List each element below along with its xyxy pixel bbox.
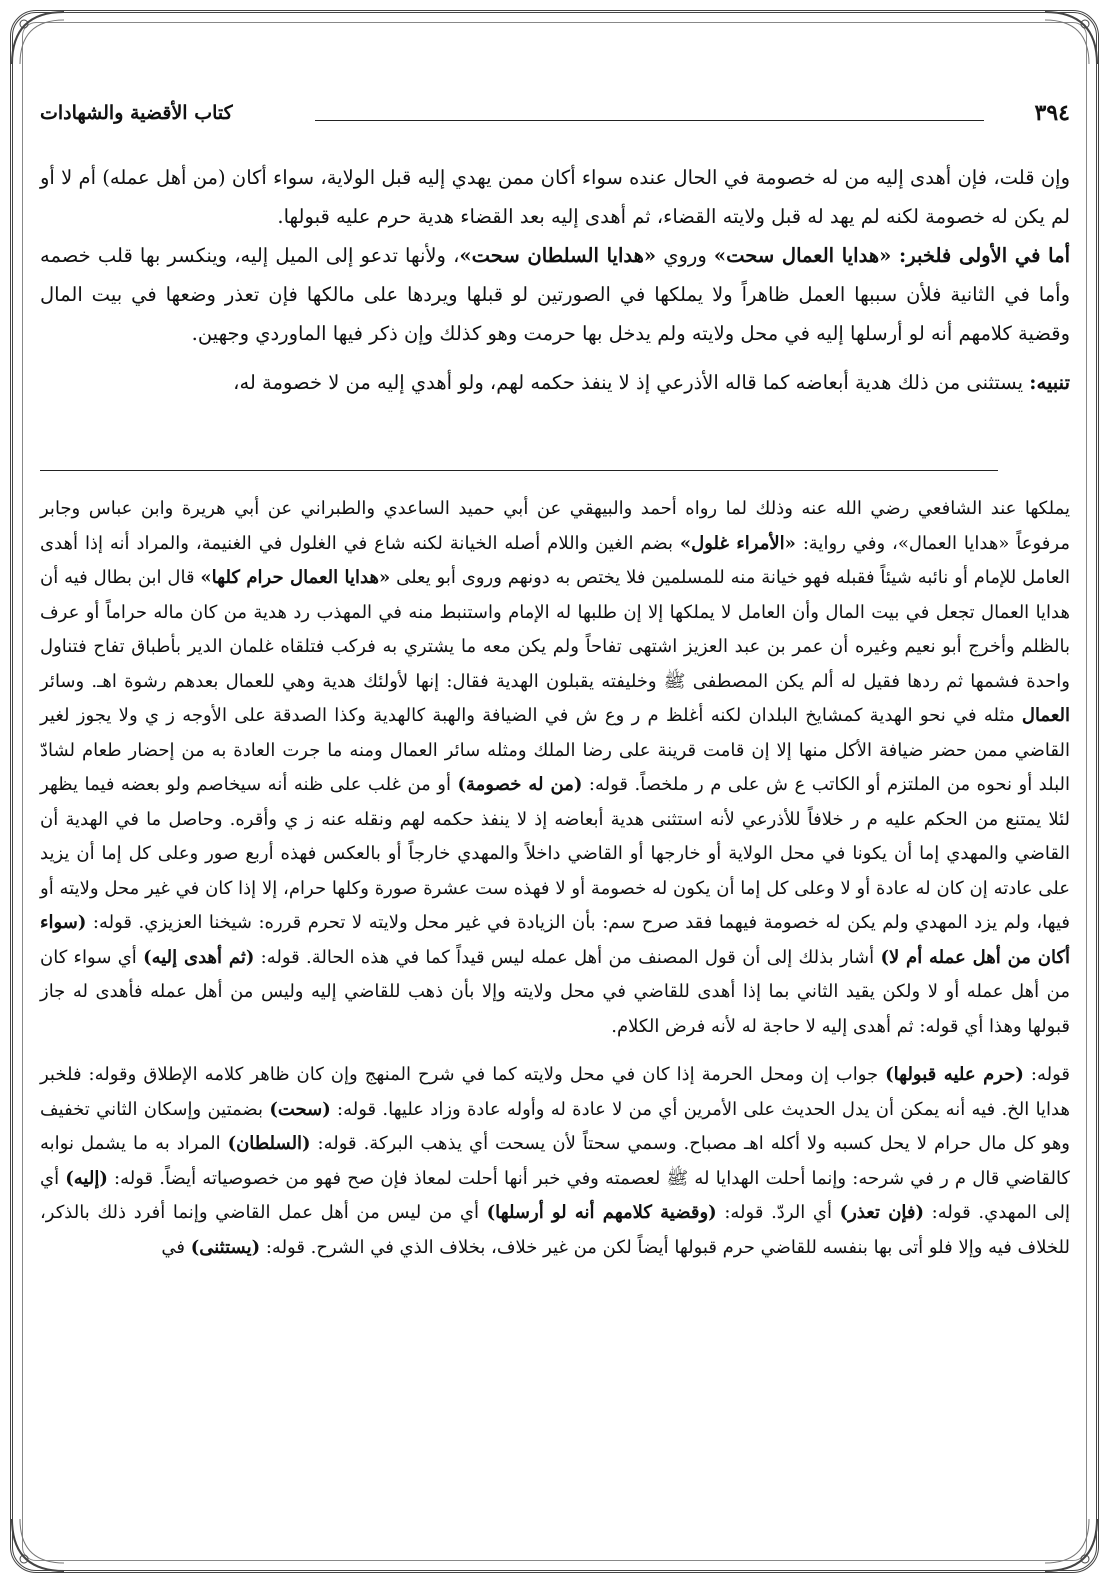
corner-ornament-icon — [4, 4, 74, 74]
corner-ornament-icon — [1035, 1509, 1105, 1579]
page-number: ٣٩٤ — [1034, 100, 1070, 126]
footnote-separator — [40, 470, 998, 471]
book-title: كتاب الأقضية والشهادات — [40, 102, 233, 124]
header-rule — [315, 120, 984, 121]
page-header — [40, 100, 1070, 136]
commentary-text — [40, 492, 1070, 1265]
main-text — [40, 158, 1070, 402]
main-paragraph: أما في الأولى فلخبر: «هدايا العمال سحت» وروي «هدايا السلطان سحت»، ولأنها تدعو إلى الميل إليه، وينكسر بها قلب خصمه وأما في الثانية فلأن سببها العمل ظاهراً ولا يملكها في الصورتين لو قبلها ويردها على مالكها فإن تعذر وضعها في بيت المال وقضية كلامهم أنه لو أرسلها إليه في محل ولايته ولم يدخل بها حرمت وهو كذلك وإن ذكر فيها الماوردي وجهين. — [40, 244, 1070, 345]
commentary-paragraph: يملكها عند الشافعي رضي الله عنه وذلك لما رواه أحمد والبيهقي عن أبي حميد الساعدي والطبراني عن أبي هريرة وابن عباس وجابر مرفوعاً «هدايا العمال»، وفي رواية: «الأمراء غلول» بضم الغين واللام أصله الخيانة لكنه شاع في الغلول في الغنيمة، والمراد أنه إذا أهدى العامل للإمام أو نائبه شيئاً فقبله فهو خيانة منه للمسلمين فلا يختص به دونهم وروى أبو يعلى «هدايا العمال حرام كلها» قال ابن بطال فيه أن هدايا العمال تجعل في بيت المال وأن العامل لا يملكها إلا إن طلبها له الإمام واستنبط منه في المهذب رد هدية من كان ماله حراماً أو عرف بالظلم وأخرج أبو نعيم وغيره أن عمر بن عبد العزيز اشتهى تفاحاً ولم يكن معه ما يشتري به فركب فتلقاه غلمان الدير بأطباق تفاح فتناول واحدة فشمها ثم ردها فقيل له ألم يكن المصطفى ﷺ وخليفته يقبلون الهدية فقال: إنها لأولئك هدية وهي للعمال بعدهم رشوة اهـ. وسائر العمال مثله في نحو الهدية كمشايخ البلدان لكنه أغلظ م ر وع ش في الضيافة والهبة كالهدية وكذا الصدقة على الأوجه ز ي ولا يجوز لغير القاضي ممن حضر ضيافة الأكل منها إلا إن قامت قرينة على رضا الملك ومثله سائر العمال ومنه ما جرت العادة به من إحضار طعام لشادّ البلد أو نحوه من الملتزم أو الكاتب ع ش على م ر ملخصاً. قوله: (من له خصومة) أو من غلب على ظنه أنه سيخاصم ولو بعضه فيما يظهر لئلا يمتنع من الحكم عليه م ر خلافاً للأذرعي لأنه استثنى هدية أبعاضه إذ لا ينفذ حكمه لهم ونقله عنه ز ي وأقره. وحاصل ما في الهدية أن القاضي والمهدي إما أن يكونا في محل الولاية أو خارجها أو القاضي داخلاً والمهدي خارجاً أو بالعكس فهذه أربع صور وعلى كل إما أن يزيد على عادته إن كان له عادة أو لا وعلى كل إما أن يكون له خصومة أو لا فهذه ست عشرة صورة وكلها حرام، إلا إذا كان في غير محل ولايته أو فيها، ولم يزد المهدي ولم يكن له خصومة فيهما فقد صرح سم: بأن الزيادة في غير محل ولايته لا تحرم قرره: شيخنا العزيزي. قوله: (سواء أكان من أهل عمله أم لا) أشار بذلك إلى أن قول المصنف من أهل عمله ليس قيداً كما في هذه الحالة. قوله: (ثم أهدى إليه) أي سواء كان من أهل عمله أو لا ولكن يقيد الثاني بما إذا أهدى للقاضي في محل ولايته وإلا بأن ذهب للقاضي إليه وليس من أهل عمله فأهدى له جاز قبولها وهذا أي قوله: ثم أهدى إليه لا حاجة له لأنه فرض الكلام. — [40, 498, 1071, 1037]
note-paragraph: تنبيه: يستثنى من ذلك هدية أبعاضه كما قاله الأذرعي إذ لا ينفذ حكمه لهم، ولو أهدي إليه من لا خصومة له، — [233, 371, 1070, 394]
corner-ornament-icon — [1035, 4, 1105, 74]
main-paragraph: وإن قلت، فإن أهدى إليه من له خصومة في الحال عنده سواء أكان ممن يهدي إليه قبل الولاية، سواء أكان (من أهل عمله) أم لا أو لم يكن له خصومة لكنه لم يهد له قبل ولايته القضاء، ثم أهدى إليه بعد القضاء هدية حرم عليه قبولها. — [40, 166, 1070, 228]
corner-ornament-icon — [4, 1509, 74, 1579]
commentary-paragraph: قوله: (حرم عليه قبولها) جواب إن ومحل الحرمة إذا كان في محل ولايته كما في شرح المنهج وإن كان ظاهر كلامه الإطلاق وقوله: فلخبر هدايا الخ. فيه أنه يمكن أن يدل الحديث على الأمرين أي من لا عادة له وأوله عادة وزاد عليها. قوله: (سحت) بضمتين وإسكان الثاني تخفيف وهو كل مال حرام لا يحل كسبه ولا أكله اهـ مصباح. وسمي سحتاً لأن يسحت أي يذهب البركة. قوله: (السلطان) المراد به ما يشمل نوابه كالقاضي قال م ر في شرحه: وإنما أحلت الهدايا له ﷺ لعصمته وفي خبر أنها أحلت لمعاذ فإن صح فهو من خصوصياته أيضاً. قوله: (إليه) أي إلى المهدي. قوله: (فإن تعذر) أي الردّ. قوله: (وقضية كلامهم أنه لو أرسلها) أي من ليس من أهل عمل القاضي وإنما أفرد ذلك بالذكر، للخلاف فيه وإلا فلو أتى بها بنفسه للقاضي حرم قبولها أيضاً لكن من غير خلاف، بخلاف الذي في الشرح. قوله: (يستثنى) في — [40, 1064, 1071, 1258]
